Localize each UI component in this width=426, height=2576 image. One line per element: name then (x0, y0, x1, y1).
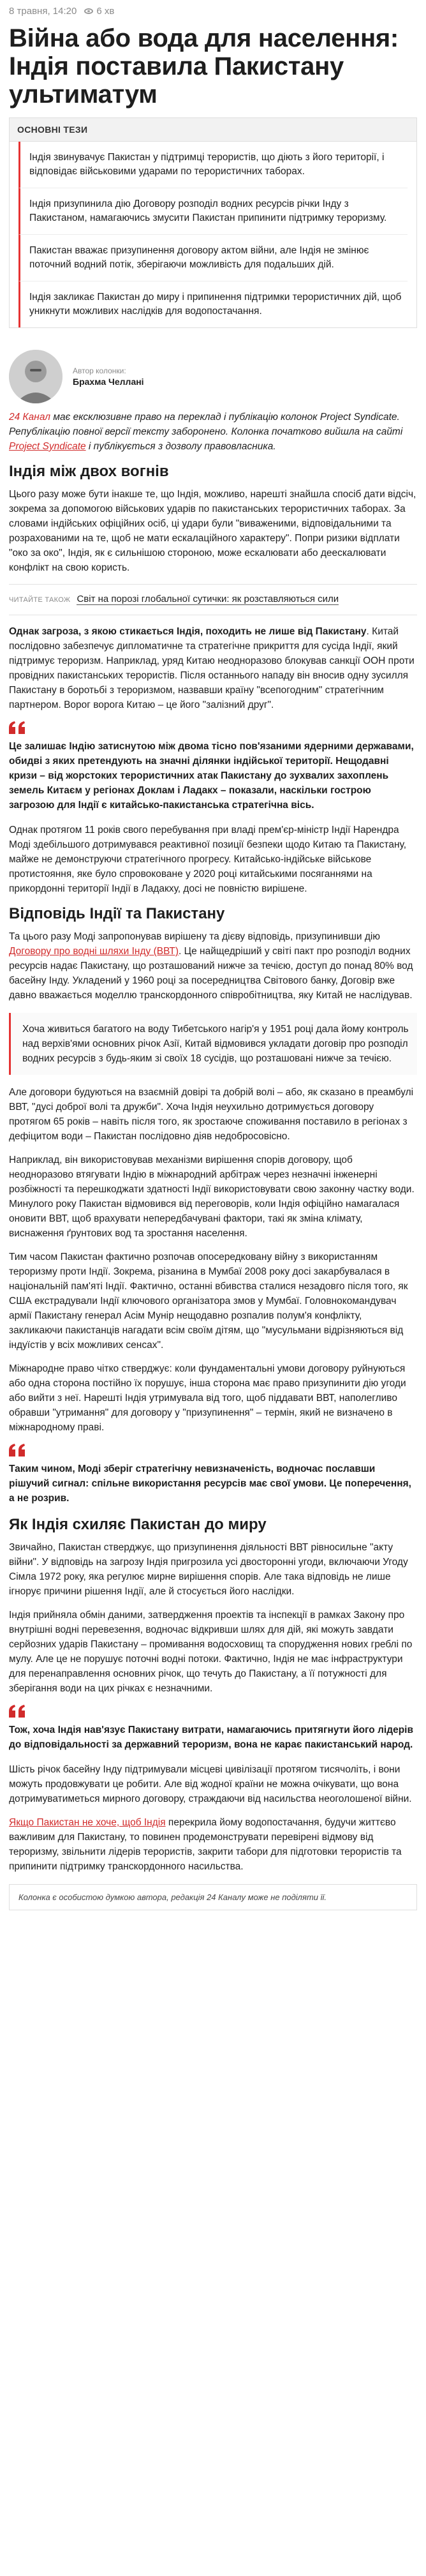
paragraph: Але договори будуються на взаємній довірі та добрій волі – або, як сказано в преамбулі ВВТ, "дусі доброї волі та дружби". Хоча Індія неухильно дотримується договору протягом 65 років – навіть після того, як зростаюче споживання поставило в регіонах з дефіцитом води – Пакистан послідовно діяв недобросовісно. (9, 1087, 414, 1142)
eye-icon (84, 8, 93, 14)
paragraph: Однак протягом 11 років свого перебування при владі прем'єр-міністр Індії Нарендра Моді здебільшого дотримувався реактивної позиції безпеки щодо Китаю та Пакистану, майже не демонструючи стратегічного прогресу. Китайсько-індійське військове протистояння, яке було спровоковане у 2020 році китайськими посяганнями на прикордонні території Індії в Ладакху, досі не повністю вирішене. (9, 825, 407, 894)
quote-icon (9, 1444, 26, 1456)
article-meta (9, 0, 417, 19)
author-portrait-icon (9, 350, 62, 403)
paragraph (9, 624, 417, 712)
paragraph-rest: . Китай послідовно забезпечує дипломатичне та стратегічне прикриття для сусіда Індії, який підтримує тероризм. Наприклад, уряд Китаю неодноразово блокував санкції ООН проти провідних пакистанських терористів. Після останнього нападу він вносив одну зусилля Пакистану в боротьбі з тероризмом, назвавши країну "всепогодним" стратегічним партнером. Ворог ворога Китаю – це його "залізний друг". (9, 626, 415, 710)
avatar[interactable] (9, 350, 62, 403)
paragraph (9, 1815, 417, 1874)
project-syndicate-link[interactable]: Project Syndicate (9, 441, 86, 452)
paragraph: Міжнародне право чітко стверджує: коли фундаментальні умови договору руйнуються або одна сторона постійно їх порушує, інша сторона має право призупинити дію угоди або вийти з неї. Нарешті Індія утримувала від того, щоб піддавати ВВТ, наполегливо обравши "утримання" для договору у "призупинення" – термін, який не визначено в міжнародному праві. (9, 1363, 406, 1433)
paragraph: Індія прийняла обмін даними, затвердження проектів та інспекції в рамках Закону про внутрішні водні перевезення, водночас відкривши шлях для дій, які можуть завдати серйозних ударів Пакистану – промивання водосховищ та спорудження нових греблі по мулу. Але це не порушує поточні водні потоки. Фактично, Індія не має інфраструктури для перенаправлення основних річок, що течуть до Пакистану, а її потужності для зберігання води на цих річках є незначними. (9, 1610, 413, 1694)
indus-treaty-link[interactable]: Договору про водні шляхи Інду (ВВТ) (9, 946, 179, 957)
pull-quote: Це залишає Індію затиснутою між двома тісно пов'язаними ядерними державами, обидві з яких претендують на значні ділянки індійської території. Нещодавні кризи – від жорстоких терористичних атак Пакистану до зухвалих захоплень земель Китаєм у регіонах Доклам і Ладакх – показали, наскільки гострою загрозою для Індії є китайсько-пакистанська стратегічна вісь. (9, 741, 414, 811)
author-name[interactable]: Брахма Челлані (73, 377, 144, 387)
paragraph: Тим часом Пакистан фактично розпочав опосередковану війну з використанням тероризму проти Індії. Зокрема, різанина в Мумбаї 2008 року досі закарбувалася в національній пам'яті Індії. Фактично, останні вбивства сталися незадовго після того, як США екстрадували Індії ключового організатора змов у Мумбаї. Головнокомандувач армії Пакистану генерал Асім Мунір нещодавно розпалив полум'я конфлікту, закликаючи пакистанців нагадати всім своїм дітям, що "мусульмани відрізняються від індуїстів у всіх можливих сенсах". (9, 1252, 408, 1351)
paragraph-text: Та цього разу Моді запропонував вирішену та дієву відповідь, призупинивши дію (9, 931, 380, 942)
quote-icon (9, 721, 26, 734)
quote-icon (9, 1705, 26, 1718)
intro-text-1: має ексклюзивне право на переклад і публікацію колонок Project Syndicate. Републікацію повної версії тексту заборонено. Колонка початково вийшла на сайті (9, 412, 403, 437)
thesis-item: Пакистан вважає призупинення договору актом війни, але Індія не змінює поточний водний потік, зберігаючи можливість для подальших дій. (18, 235, 408, 281)
reading-time (84, 6, 114, 17)
article-title: Війна або вода для населення: Індія поставила Пакистану ультиматум (9, 24, 399, 109)
paragraph-text: . Це найщедріший у світі пакт про розподіл водних ресурсів надає Пакистану, що розташований нижче за течією, доступ до понад 80% вод басейну Інду. Укладений у 1960 році за посередництва Світового банку, Договір вже давно вважається моделлю транскордонного співробітництва, яку Китай не наслідував. (9, 946, 413, 1001)
reading-time-value: 6 хв (96, 5, 115, 17)
publish-date: 8 травня, 14:20 (9, 5, 77, 17)
paragraph-text: перекрила йому водопостачання, будучи життєво важливим для Пакистану, то повинен продемонструвати перевірені відмову від тероризму, звільнити лідерів терористів, закрити табори для підготовки терористів та припинити підтримку транскордонного насильства. (9, 1817, 402, 1872)
intro-text-2: і публікується з дозволу правовласника. (85, 441, 276, 452)
section-heading: Як Індія схиляє Пакистан до миру (9, 1516, 267, 1533)
key-theses-heading: ОСНОВНІ ТЕЗИ (10, 118, 416, 142)
read-also-link[interactable]: Світ на порозі глобальної сутички: як розставляються сили (77, 594, 339, 604)
article (9, 0, 417, 1910)
blockquote: Хоча живиться багатого на воду Тибетського нагір'я у 1951 році дала йому контроль над верхів'ями основних річок Азії, Китай відмовився укладати договір про розподіл водних ресурсів з будь-яким зі своїх 18 сусідів, що розташовані нижче за течією. (9, 1013, 417, 1075)
author-label: Автор колонки: (73, 366, 126, 375)
thesis-item: Індія закликає Пакистан до миру і припинення підтримки терористичних дій, щоб уникнути можливих наслідків для водопостачання. (18, 281, 408, 327)
paragraph: Цього разу може бути інакше те, що Індія, можливо, нарешті знайшла спосіб дати відсіч, зокрема за допомогою військових ударів по пакистанських терористичних таборах. За словами індійських офіційних осіб, ці удари були "виваженими, відповідальними та розрахованими на те, щоб не мати ескалаційного характеру". Попри ризики відплати "око за око", Індія, як є сильнішою стороною, може ескалювати або деескалювати конфлікт на свою користь. (9, 489, 416, 573)
section-heading: Індія між двох вогнів (9, 463, 169, 480)
thesis-item: Індія звинувачує Пакистан у підтримці терористів, що діють з його території, і відповідає військовими ударами по терористичних таборах. (18, 142, 408, 188)
section-heading: Відповідь Індії та Пакистану (9, 905, 225, 922)
paragraph: Шість річок басейну Інду підтримували місцеві цивілізації протягом тисячоліть, і вони можуть продовжувати це робити. Але від жодної країни не можна очікувати, що вона дотримуватиметься мирного договору, страждаючи від насильства неоголошеної війни. (9, 1764, 412, 1804)
author-info (73, 366, 144, 387)
paragraph-lead: Однак загроза, з якою стикається Індія, походить не лише від Пакистану (9, 626, 367, 637)
pull-quote: Тож, хоча Індія нав'язує Пакистану витрати, намагаючись притягнути його лідерів до відповідальності за державний тероризм, вона не карає пакистанський народ. (9, 1725, 414, 1750)
disclaimer-note: Колонка є особистою думкою автора, редакція 24 Каналу може не поділяти її. (9, 1884, 417, 1910)
pull-quote: Таким чином, Моді зберіг стратегічну невизначеність, водночас пославши рішучий сигнал: спільне використання ресурсів має свої умови. Це поперечення, а не розрив. (9, 1464, 411, 1504)
paragraph: Звичайно, Пакистан стверджує, що призупинення діяльності ВВТ рівносильне "акту війни". У відповідь на загрозу Індія пригрозила усі двосторонні угоди, включаючи Угоду Сімла 1972 року, яка регулює мирне вирішення спорів. Але така відповідь не лише ігнорує причини рішення Індії, але й стосується його наслідки. (9, 1542, 408, 1597)
related-article-link[interactable]: Якщо Пакистан не хоче, щоб Індія (9, 1817, 166, 1828)
paragraph: Наприклад, він використовував механізми вирішення спорів договору, щоб неодноразово втягувати Індію в міжнародний арбітраж через незначні інженерні розбіжності та перешкоджати здатності Індії використовувати свою законну частку води. Минулого року Пакистан відмовився від переговорів, коли Індія офіційно намагалася оновити ВВТ, щоб врахувати непередбачувані фактори, такі як зміна клімату, виснаження ґрунтових вод та зростання населення. (9, 1155, 415, 1239)
read-also-label: ЧИТАЙТЕ ТАКОЖ (9, 596, 71, 604)
thesis-item: Індія призупинила дію Договору розподіл водних ресурсів річки Інду з Пакистаном, намагаючись змусити Пакистан припинити підтримку тероризму. (18, 188, 408, 235)
author-block[interactable] (9, 350, 417, 403)
channel-name: 24 Канал (9, 412, 51, 423)
intro-note (9, 410, 417, 454)
paragraph (9, 929, 417, 1003)
read-also-block (9, 584, 417, 615)
key-theses (9, 117, 417, 328)
